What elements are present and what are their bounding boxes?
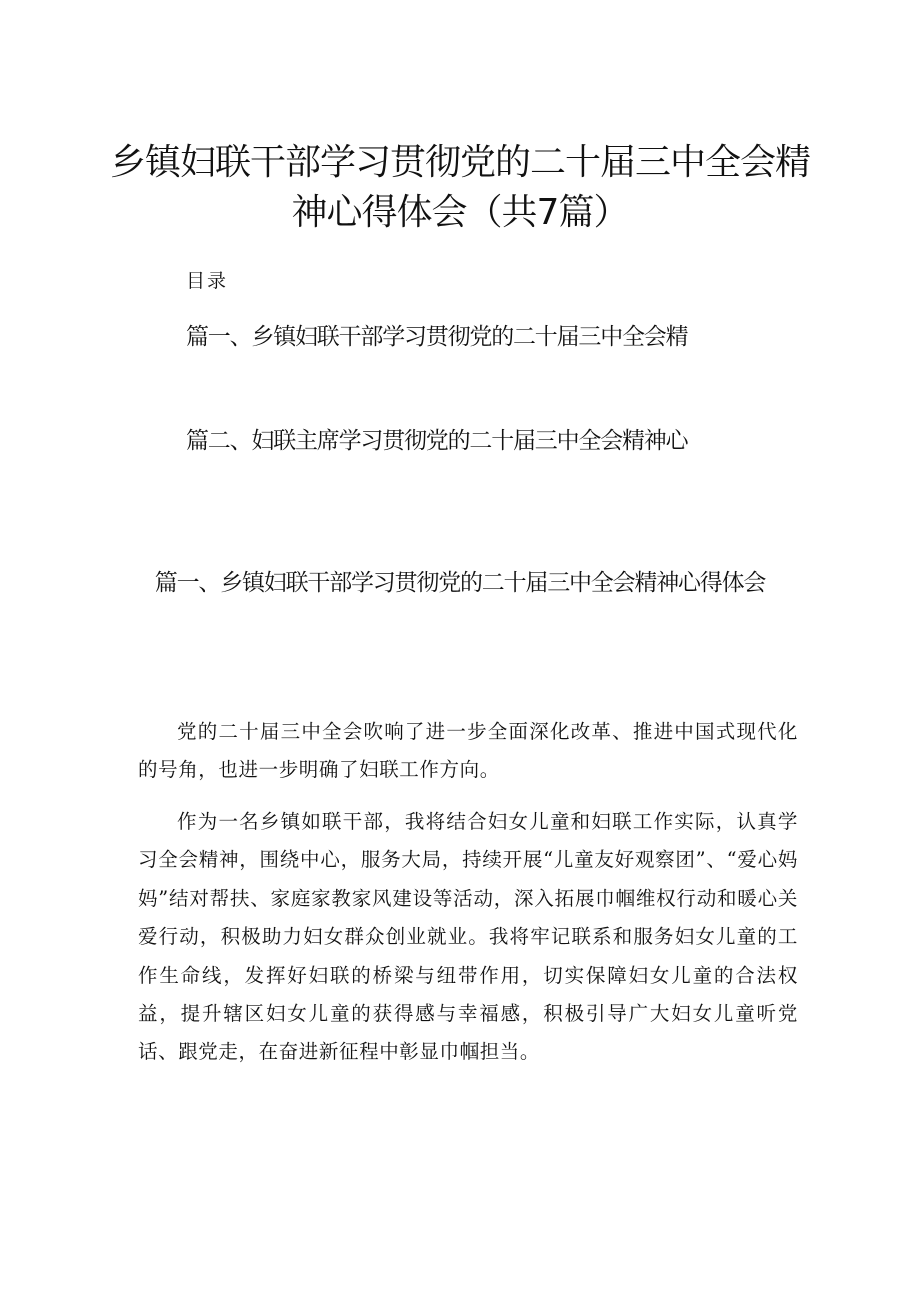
body-paragraph: 作为一名乡镇如联干部，我将结合妇女儿童和妇联工作实际，认真学习全会精神，围绕中心，服务大局，持续开展“儿童友好观察团”、“爱心妈妈”结对帮扶、家庭家教家风建设等活动，深入拓展巾帼维权行动和暖心关爱行动，积极助力妇女群众创业就业。我将牢记联系和服务妇女儿童的工作生命线，发挥好妇联的桥梁与纽带作用，切实保障妇女儿童的合法权益，提升辖区妇女儿童的获得感与幸福感，积极引导广大妇女儿童听党话、跟党走，在奋进新征程中彰显巾帼担当。 [138, 810, 798, 1064]
toc-label: 目录 [186, 270, 229, 292]
toc-item[interactable]: 篇一、乡镇妇联干部学习贯彻党的二十届三中全会精 [186, 324, 688, 350]
body-paragraph: 党的二十届三中全会吹响了进一步全面深化改革、推进中国式现代化的号角，也进一步明确了妇联工作方向。 [138, 720, 798, 782]
document-title: 乡镇妇联干部学习贯彻党的二十届三中全会精神心得体会（共7篇） [109, 142, 810, 233]
section-title: 篇一、乡镇妇联干部学习贯彻党的二十届三中全会精神心得体会 [154, 570, 766, 596]
toc-item[interactable]: 篇二、妇联主席学习贯彻党的二十届三中全会精神心 [186, 428, 688, 454]
